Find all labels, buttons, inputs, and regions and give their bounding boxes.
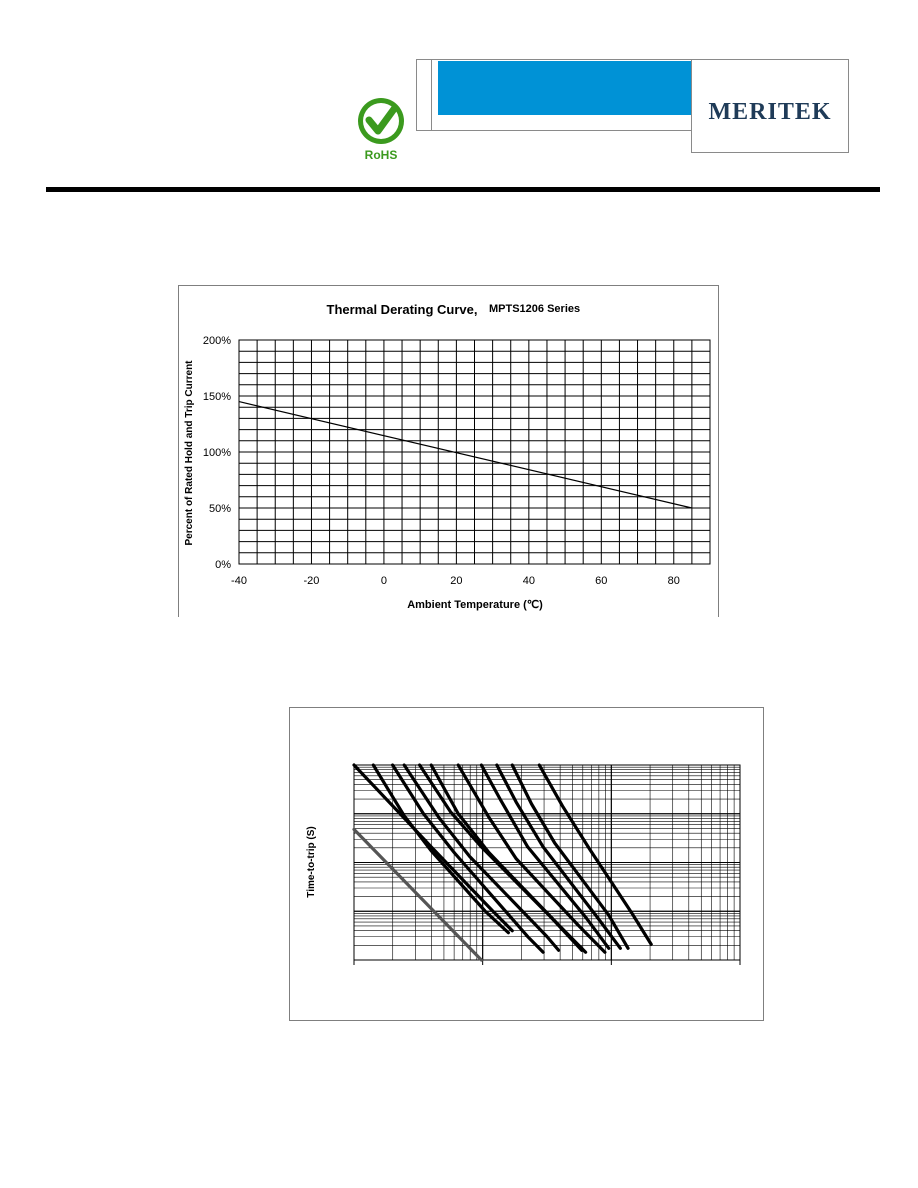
header-accent-bar <box>438 61 691 115</box>
header-rule <box>46 187 880 192</box>
derating-line <box>239 402 692 508</box>
trip-curve <box>539 765 651 944</box>
chart-subtitle: MPTS1206 Series <box>489 303 581 315</box>
header-divider <box>431 59 432 131</box>
x-tick-label: -20 <box>303 575 320 587</box>
x-axis-label: Ambient Temperature (℃) <box>407 599 543 611</box>
brand-name: MERITEK <box>708 98 832 125</box>
time-to-trip-chart <box>289 707 764 1021</box>
thermal-derating-chart <box>178 285 719 617</box>
y-tick-label: 0% <box>215 559 231 571</box>
x-tick-label: 20 <box>450 575 463 587</box>
series-group <box>239 402 692 508</box>
x-tick-label: 80 <box>667 575 680 587</box>
y-axis-label: Time-to-trip (S) <box>306 826 317 898</box>
rohs-label: RoHS <box>364 148 398 162</box>
y-tick-labels <box>203 335 231 571</box>
x-tick-label: 0 <box>380 575 387 587</box>
x-tick-label: 40 <box>522 575 535 587</box>
chart-title: Thermal Derating Curve, <box>326 302 478 317</box>
y-tick-label: 200% <box>202 335 231 347</box>
brand-box <box>691 59 849 153</box>
rohs-logo <box>354 96 408 164</box>
x-tick-label: -40 <box>231 575 247 587</box>
y-tick-label: 50% <box>208 503 231 515</box>
y-tick-label: 150% <box>202 391 231 403</box>
y-tick-label: 100% <box>202 447 231 459</box>
x-tick-labels <box>231 575 680 587</box>
chart-grid <box>239 340 710 564</box>
x-tick-label: 60 <box>595 575 608 587</box>
y-axis-label: Percent of Rated Hold and Trip Current <box>184 360 195 546</box>
